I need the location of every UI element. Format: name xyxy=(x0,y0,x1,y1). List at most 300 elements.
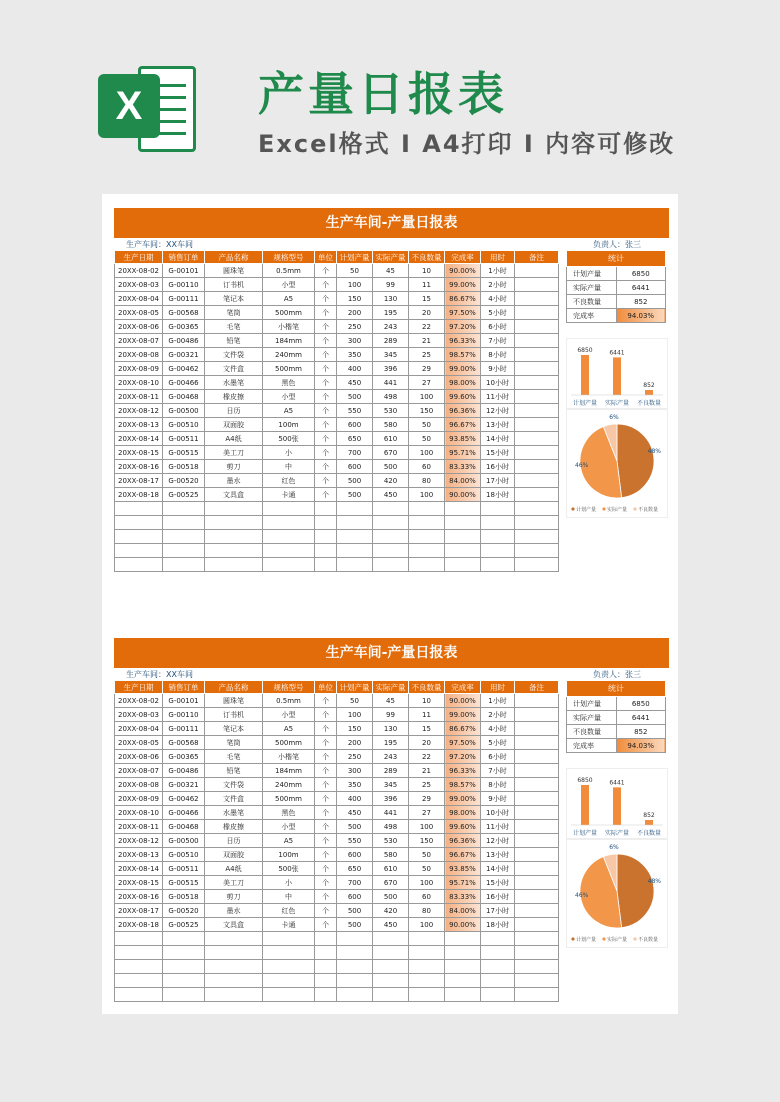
table-cell[interactable]: 15小时 xyxy=(481,446,515,460)
table-cell[interactable]: 中 xyxy=(263,890,315,904)
empty-cell[interactable] xyxy=(205,960,263,974)
empty-cell[interactable] xyxy=(409,932,445,946)
table-cell[interactable]: 20XX-08-02 xyxy=(115,264,163,278)
table-cell[interactable]: 100 xyxy=(409,820,445,834)
table-cell[interactable]: 22 xyxy=(409,320,445,334)
table-cell[interactable]: 4小时 xyxy=(481,722,515,736)
table-cell[interactable]: G-00101 xyxy=(163,264,205,278)
table-cell[interactable]: G-00365 xyxy=(163,750,205,764)
empty-cell[interactable] xyxy=(163,530,205,544)
table-cell[interactable]: 83.33% xyxy=(445,460,481,474)
table-cell[interactable]: 96.36% xyxy=(445,834,481,848)
table-cell[interactable]: 20 xyxy=(409,306,445,320)
table-cell[interactable]: 个 xyxy=(315,474,337,488)
table-cell[interactable]: 80 xyxy=(409,904,445,918)
table-cell[interactable]: 250 xyxy=(337,320,373,334)
table-cell[interactable]: G-00110 xyxy=(163,708,205,722)
table-cell[interactable]: 500mm xyxy=(263,736,315,750)
table-cell[interactable]: 86.67% xyxy=(445,292,481,306)
table-cell[interactable]: 6小时 xyxy=(481,320,515,334)
table-cell[interactable]: 1小时 xyxy=(481,264,515,278)
table-cell[interactable]: G-00518 xyxy=(163,460,205,474)
table-cell[interactable]: 60 xyxy=(409,460,445,474)
table-cell[interactable]: G-00510 xyxy=(163,848,205,862)
table-cell[interactable]: 个 xyxy=(315,708,337,722)
table-cell[interactable]: 黑色 xyxy=(263,806,315,820)
table-cell[interactable]: G-00520 xyxy=(163,904,205,918)
table-cell[interactable]: G-00111 xyxy=(163,292,205,306)
empty-cell[interactable] xyxy=(263,960,315,974)
empty-cell[interactable] xyxy=(515,516,559,530)
table-cell[interactable]: 498 xyxy=(373,390,409,404)
table-cell[interactable]: 6小时 xyxy=(481,750,515,764)
table-cell[interactable]: 80 xyxy=(409,474,445,488)
table-cell[interactable] xyxy=(515,778,559,792)
table-cell[interactable]: 个 xyxy=(315,764,337,778)
empty-cell[interactable] xyxy=(373,988,409,1002)
empty-cell[interactable] xyxy=(337,974,373,988)
empty-cell[interactable] xyxy=(263,946,315,960)
table-cell[interactable]: G-00462 xyxy=(163,362,205,376)
empty-cell[interactable] xyxy=(515,530,559,544)
table-cell[interactable]: 50 xyxy=(337,694,373,708)
table-cell[interactable]: G-00515 xyxy=(163,876,205,890)
table-cell[interactable]: 498 xyxy=(373,820,409,834)
table-cell[interactable]: 剪刀 xyxy=(205,460,263,474)
table-cell[interactable]: 20XX-08-15 xyxy=(115,446,163,460)
table-cell[interactable]: 98.57% xyxy=(445,778,481,792)
table-cell[interactable]: 420 xyxy=(373,474,409,488)
table-cell[interactable]: 450 xyxy=(337,376,373,390)
empty-cell[interactable] xyxy=(163,988,205,1002)
table-cell[interactable]: 45 xyxy=(373,694,409,708)
table-cell[interactable]: 20XX-08-07 xyxy=(115,334,163,348)
table-cell[interactable]: G-00515 xyxy=(163,446,205,460)
stats-value[interactable]: 852 xyxy=(616,725,666,739)
table-cell[interactable]: 500 xyxy=(337,390,373,404)
table-cell[interactable]: 27 xyxy=(409,806,445,820)
table-cell[interactable]: G-00468 xyxy=(163,820,205,834)
table-cell[interactable]: 12小时 xyxy=(481,404,515,418)
table-cell[interactable]: 500 xyxy=(337,918,373,932)
table-cell[interactable]: 铅笔 xyxy=(205,764,263,778)
empty-cell[interactable] xyxy=(205,530,263,544)
empty-cell[interactable] xyxy=(409,558,445,572)
table-cell[interactable]: 96.36% xyxy=(445,404,481,418)
table-cell[interactable]: 100m xyxy=(263,418,315,432)
empty-cell[interactable] xyxy=(373,960,409,974)
table-cell[interactable]: 96.67% xyxy=(445,418,481,432)
table-cell[interactable]: G-00321 xyxy=(163,778,205,792)
table-cell[interactable]: G-00511 xyxy=(163,862,205,876)
empty-cell[interactable] xyxy=(163,502,205,516)
empty-cell[interactable] xyxy=(163,974,205,988)
table-cell[interactable]: 小楷笔 xyxy=(263,320,315,334)
table-cell[interactable] xyxy=(515,918,559,932)
empty-cell[interactable] xyxy=(337,516,373,530)
table-cell[interactable]: 441 xyxy=(373,376,409,390)
empty-cell[interactable] xyxy=(315,544,337,558)
empty-cell[interactable] xyxy=(263,932,315,946)
table-cell[interactable]: 100m xyxy=(263,848,315,862)
table-cell[interactable]: 670 xyxy=(373,446,409,460)
table-cell[interactable]: 195 xyxy=(373,306,409,320)
table-cell[interactable]: 文件盒 xyxy=(205,792,263,806)
table-cell[interactable]: 100 xyxy=(409,876,445,890)
empty-cell[interactable] xyxy=(515,932,559,946)
empty-cell[interactable] xyxy=(515,558,559,572)
table-cell[interactable]: 93.85% xyxy=(445,862,481,876)
table-cell[interactable]: 99.60% xyxy=(445,820,481,834)
table-cell[interactable]: 水墨笔 xyxy=(205,376,263,390)
empty-cell[interactable] xyxy=(373,516,409,530)
table-cell[interactable]: 14小时 xyxy=(481,432,515,446)
empty-cell[interactable] xyxy=(315,502,337,516)
table-cell[interactable]: 20XX-08-17 xyxy=(115,474,163,488)
table-cell[interactable]: 个 xyxy=(315,418,337,432)
stats-value[interactable]: 6441 xyxy=(616,711,666,725)
table-cell[interactable]: 99.60% xyxy=(445,390,481,404)
table-cell[interactable]: 个 xyxy=(315,488,337,502)
table-cell[interactable]: A5 xyxy=(263,292,315,306)
table-cell[interactable]: 100 xyxy=(409,488,445,502)
table-cell[interactable]: 50 xyxy=(409,418,445,432)
stats-value[interactable]: 852 xyxy=(616,295,666,309)
empty-cell[interactable] xyxy=(445,530,481,544)
table-cell[interactable]: 84.00% xyxy=(445,904,481,918)
table-cell[interactable]: 150 xyxy=(409,404,445,418)
empty-cell[interactable] xyxy=(445,516,481,530)
table-cell[interactable] xyxy=(515,820,559,834)
table-cell[interactable]: 20XX-08-08 xyxy=(115,348,163,362)
empty-cell[interactable] xyxy=(115,544,163,558)
empty-cell[interactable] xyxy=(263,558,315,572)
table-cell[interactable] xyxy=(515,736,559,750)
table-cell[interactable]: 毛笔 xyxy=(205,320,263,334)
table-cell[interactable]: 个 xyxy=(315,390,337,404)
table-cell[interactable]: 水墨笔 xyxy=(205,806,263,820)
table-cell[interactable]: 90.00% xyxy=(445,694,481,708)
table-cell[interactable]: 200 xyxy=(337,736,373,750)
table-cell[interactable]: 345 xyxy=(373,348,409,362)
empty-cell[interactable] xyxy=(337,960,373,974)
table-cell[interactable]: G-00568 xyxy=(163,736,205,750)
empty-cell[interactable] xyxy=(515,502,559,516)
table-cell[interactable]: 20XX-08-14 xyxy=(115,862,163,876)
table-cell[interactable]: 25 xyxy=(409,348,445,362)
table-cell[interactable]: 20XX-08-17 xyxy=(115,904,163,918)
empty-cell[interactable] xyxy=(263,988,315,1002)
table-cell[interactable]: 笔记本 xyxy=(205,722,263,736)
table-cell[interactable]: 29 xyxy=(409,792,445,806)
table-cell[interactable]: 200 xyxy=(337,306,373,320)
table-cell[interactable]: 15 xyxy=(409,722,445,736)
table-cell[interactable]: 18小时 xyxy=(481,488,515,502)
table-cell[interactable]: 11小时 xyxy=(481,390,515,404)
table-cell[interactable]: 25 xyxy=(409,778,445,792)
table-cell[interactable]: 20XX-08-08 xyxy=(115,778,163,792)
table-cell[interactable]: 个 xyxy=(315,778,337,792)
table-cell[interactable]: 个 xyxy=(315,722,337,736)
table-cell[interactable]: 95.71% xyxy=(445,876,481,890)
table-cell[interactable]: 500张 xyxy=(263,432,315,446)
table-cell[interactable]: 20 xyxy=(409,736,445,750)
table-cell[interactable]: 20XX-08-11 xyxy=(115,390,163,404)
table-cell[interactable] xyxy=(515,348,559,362)
table-cell[interactable]: 580 xyxy=(373,418,409,432)
table-cell[interactable]: G-00568 xyxy=(163,306,205,320)
table-cell[interactable] xyxy=(515,306,559,320)
table-cell[interactable]: 20XX-08-15 xyxy=(115,876,163,890)
table-cell[interactable]: 396 xyxy=(373,362,409,376)
table-cell[interactable]: 130 xyxy=(373,292,409,306)
empty-cell[interactable] xyxy=(315,932,337,946)
table-cell[interactable] xyxy=(515,320,559,334)
empty-cell[interactable] xyxy=(205,516,263,530)
empty-cell[interactable] xyxy=(481,530,515,544)
table-cell[interactable]: 17小时 xyxy=(481,904,515,918)
empty-cell[interactable] xyxy=(205,932,263,946)
table-cell[interactable]: 个 xyxy=(315,446,337,460)
empty-cell[interactable] xyxy=(163,544,205,558)
table-cell[interactable]: 90.00% xyxy=(445,488,481,502)
table-cell[interactable]: 美工刀 xyxy=(205,876,263,890)
table-cell[interactable]: 184mm xyxy=(263,764,315,778)
empty-cell[interactable] xyxy=(481,974,515,988)
empty-cell[interactable] xyxy=(409,946,445,960)
table-cell[interactable]: 93.85% xyxy=(445,432,481,446)
stats-value[interactable]: 6850 xyxy=(616,267,666,281)
table-cell[interactable]: 毛笔 xyxy=(205,750,263,764)
table-cell[interactable]: 橡皮擦 xyxy=(205,820,263,834)
table-cell[interactable]: 11小时 xyxy=(481,820,515,834)
table-cell[interactable]: 20XX-08-18 xyxy=(115,488,163,502)
empty-cell[interactable] xyxy=(481,946,515,960)
table-cell[interactable] xyxy=(515,334,559,348)
table-cell[interactable]: 20XX-08-04 xyxy=(115,722,163,736)
empty-cell[interactable] xyxy=(115,988,163,1002)
table-cell[interactable]: 50 xyxy=(337,264,373,278)
table-cell[interactable]: 日历 xyxy=(205,404,263,418)
table-cell[interactable]: 铅笔 xyxy=(205,334,263,348)
table-cell[interactable]: 610 xyxy=(373,432,409,446)
empty-cell[interactable] xyxy=(373,932,409,946)
table-cell[interactable]: 个 xyxy=(315,918,337,932)
table-cell[interactable]: 530 xyxy=(373,404,409,418)
table-cell[interactable] xyxy=(515,404,559,418)
table-cell[interactable] xyxy=(515,474,559,488)
table-cell[interactable]: 中 xyxy=(263,460,315,474)
table-cell[interactable]: 96.33% xyxy=(445,764,481,778)
empty-cell[interactable] xyxy=(205,988,263,1002)
table-cell[interactable]: 500 xyxy=(337,820,373,834)
table-cell[interactable]: 圆珠笔 xyxy=(205,264,263,278)
table-cell[interactable]: 500mm xyxy=(263,792,315,806)
table-cell[interactable]: G-00466 xyxy=(163,806,205,820)
empty-cell[interactable] xyxy=(515,946,559,960)
table-cell[interactable] xyxy=(515,848,559,862)
empty-cell[interactable] xyxy=(263,530,315,544)
table-cell[interactable]: 184mm xyxy=(263,334,315,348)
table-cell[interactable]: 97.20% xyxy=(445,320,481,334)
table-cell[interactable]: 20XX-08-10 xyxy=(115,806,163,820)
table-cell[interactable]: 5小时 xyxy=(481,306,515,320)
table-cell[interactable]: 卡通 xyxy=(263,488,315,502)
table-cell[interactable]: 个 xyxy=(315,376,337,390)
empty-cell[interactable] xyxy=(373,544,409,558)
table-cell[interactable]: G-00468 xyxy=(163,390,205,404)
empty-cell[interactable] xyxy=(263,516,315,530)
table-cell[interactable]: 100 xyxy=(409,390,445,404)
table-cell[interactable]: 98.00% xyxy=(445,376,481,390)
table-cell[interactable]: 小 xyxy=(263,446,315,460)
table-cell[interactable]: 90.00% xyxy=(445,264,481,278)
empty-cell[interactable] xyxy=(315,988,337,1002)
table-cell[interactable]: 个 xyxy=(315,834,337,848)
table-cell[interactable]: G-00111 xyxy=(163,722,205,736)
table-cell[interactable]: 个 xyxy=(315,460,337,474)
table-cell[interactable]: 9小时 xyxy=(481,792,515,806)
table-cell[interactable]: 96.67% xyxy=(445,848,481,862)
empty-cell[interactable] xyxy=(481,502,515,516)
table-cell[interactable]: 20XX-08-05 xyxy=(115,306,163,320)
table-cell[interactable]: G-00486 xyxy=(163,764,205,778)
table-cell[interactable]: 195 xyxy=(373,736,409,750)
table-cell[interactable]: 小楷笔 xyxy=(263,750,315,764)
table-cell[interactable]: 17小时 xyxy=(481,474,515,488)
empty-cell[interactable] xyxy=(115,974,163,988)
table-cell[interactable]: 84.00% xyxy=(445,474,481,488)
table-cell[interactable]: 130 xyxy=(373,722,409,736)
stats-value[interactable]: 6850 xyxy=(616,697,666,711)
stats-value[interactable]: 6441 xyxy=(616,281,666,295)
table-cell[interactable]: 700 xyxy=(337,446,373,460)
table-cell[interactable]: 500张 xyxy=(263,862,315,876)
table-cell[interactable]: 15 xyxy=(409,292,445,306)
table-cell[interactable]: 500mm xyxy=(263,362,315,376)
table-cell[interactable] xyxy=(515,904,559,918)
empty-cell[interactable] xyxy=(205,974,263,988)
empty-cell[interactable] xyxy=(163,558,205,572)
table-cell[interactable]: 500 xyxy=(337,474,373,488)
table-cell[interactable]: 文件袋 xyxy=(205,348,263,362)
table-cell[interactable]: 441 xyxy=(373,806,409,820)
table-cell[interactable]: 96.33% xyxy=(445,334,481,348)
table-cell[interactable]: 文具盒 xyxy=(205,918,263,932)
table-cell[interactable]: 个 xyxy=(315,848,337,862)
table-cell[interactable]: A5 xyxy=(263,834,315,848)
table-cell[interactable]: 16小时 xyxy=(481,890,515,904)
table-cell[interactable]: 10小时 xyxy=(481,806,515,820)
table-cell[interactable]: 笔筒 xyxy=(205,306,263,320)
table-cell[interactable]: 20XX-08-12 xyxy=(115,834,163,848)
table-cell[interactable]: 345 xyxy=(373,778,409,792)
table-cell[interactable]: 8小时 xyxy=(481,348,515,362)
table-cell[interactable]: 个 xyxy=(315,806,337,820)
empty-cell[interactable] xyxy=(515,974,559,988)
table-cell[interactable]: 9小时 xyxy=(481,362,515,376)
table-cell[interactable]: 21 xyxy=(409,334,445,348)
table-cell[interactable]: 98.00% xyxy=(445,806,481,820)
table-cell[interactable]: A4纸 xyxy=(205,432,263,446)
table-cell[interactable]: G-00525 xyxy=(163,918,205,932)
table-cell[interactable]: A5 xyxy=(263,404,315,418)
table-cell[interactable]: 650 xyxy=(337,432,373,446)
table-cell[interactable]: 420 xyxy=(373,904,409,918)
table-cell[interactable] xyxy=(515,694,559,708)
empty-cell[interactable] xyxy=(115,946,163,960)
table-cell[interactable]: 双面胶 xyxy=(205,848,263,862)
table-cell[interactable]: 20XX-08-09 xyxy=(115,792,163,806)
empty-cell[interactable] xyxy=(115,932,163,946)
table-cell[interactable]: G-00462 xyxy=(163,792,205,806)
empty-cell[interactable] xyxy=(445,932,481,946)
table-cell[interactable]: G-00110 xyxy=(163,278,205,292)
empty-cell[interactable] xyxy=(445,988,481,1002)
table-cell[interactable] xyxy=(515,834,559,848)
table-cell[interactable] xyxy=(515,446,559,460)
empty-cell[interactable] xyxy=(337,530,373,544)
table-cell[interactable]: 97.50% xyxy=(445,306,481,320)
table-cell[interactable]: 670 xyxy=(373,876,409,890)
table-cell[interactable]: G-00101 xyxy=(163,694,205,708)
table-cell[interactable]: 2小时 xyxy=(481,278,515,292)
table-cell[interactable]: 1小时 xyxy=(481,694,515,708)
empty-cell[interactable] xyxy=(481,932,515,946)
table-cell[interactable]: 个 xyxy=(315,890,337,904)
table-cell[interactable]: 90.00% xyxy=(445,918,481,932)
empty-cell[interactable] xyxy=(373,974,409,988)
table-cell[interactable]: 600 xyxy=(337,418,373,432)
empty-cell[interactable] xyxy=(337,932,373,946)
table-cell[interactable]: 20XX-08-18 xyxy=(115,918,163,932)
table-cell[interactable]: 4小时 xyxy=(481,292,515,306)
table-cell[interactable]: 500 xyxy=(373,890,409,904)
table-cell[interactable]: 20XX-08-16 xyxy=(115,460,163,474)
table-cell[interactable]: 99.00% xyxy=(445,708,481,722)
table-cell[interactable]: 100 xyxy=(409,446,445,460)
empty-cell[interactable] xyxy=(115,502,163,516)
table-cell[interactable]: 个 xyxy=(315,362,337,376)
table-cell[interactable]: 14小时 xyxy=(481,862,515,876)
table-cell[interactable]: 个 xyxy=(315,432,337,446)
table-cell[interactable]: 11 xyxy=(409,278,445,292)
table-cell[interactable]: 50 xyxy=(409,432,445,446)
table-cell[interactable]: 文具盒 xyxy=(205,488,263,502)
table-cell[interactable] xyxy=(515,376,559,390)
empty-cell[interactable] xyxy=(163,946,205,960)
table-cell[interactable]: 20XX-08-02 xyxy=(115,694,163,708)
table-cell[interactable] xyxy=(515,792,559,806)
empty-cell[interactable] xyxy=(373,946,409,960)
table-cell[interactable]: G-00510 xyxy=(163,418,205,432)
table-cell[interactable]: 订书机 xyxy=(205,708,263,722)
empty-cell[interactable] xyxy=(445,558,481,572)
empty-cell[interactable] xyxy=(409,974,445,988)
table-cell[interactable] xyxy=(515,460,559,474)
table-cell[interactable]: 700 xyxy=(337,876,373,890)
table-cell[interactable]: 5小时 xyxy=(481,736,515,750)
table-cell[interactable]: 45 xyxy=(373,264,409,278)
empty-cell[interactable] xyxy=(445,502,481,516)
table-cell[interactable]: 100 xyxy=(337,708,373,722)
table-cell[interactable]: 个 xyxy=(315,876,337,890)
table-cell[interactable] xyxy=(515,292,559,306)
table-cell[interactable]: 个 xyxy=(315,334,337,348)
table-cell[interactable]: 450 xyxy=(373,918,409,932)
table-cell[interactable]: 610 xyxy=(373,862,409,876)
empty-cell[interactable] xyxy=(315,974,337,988)
